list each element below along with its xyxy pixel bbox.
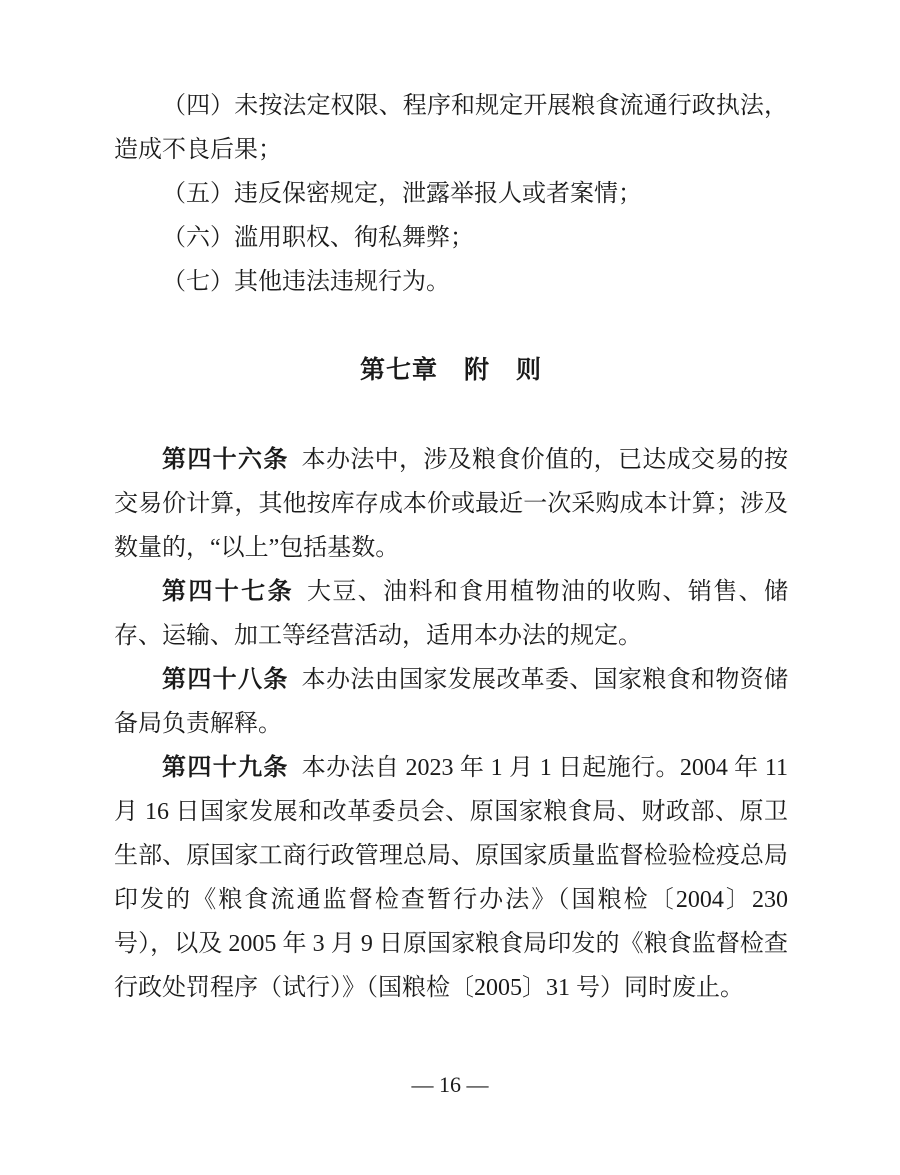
article-46-text: 本办法中，涉及粮食价值的，已达成交易的按交易价计算，其他按库存成本价或最近一次采购成本计算；涉及数量的，“以上”包括基数。 xyxy=(114,447,789,561)
article-49-text: 本办法自 2023 年 1 月 1 日起施行。2004 年 11 月 16 日国家发展和改革委员会、原国家粮食局、财政部、原卫生部、原国家工商行政管理总局、原国家质量监督检验检疫总局印发的《粮食流通监督检查暂行办法》（国粮检〔2004〕230 号），以及 2005 年 3 月 9 日原国家粮食局印发的《粮食监督检查行政处罚程序（试行）》（国粮检〔2005〕31 号）同时废止。 xyxy=(114,755,789,1001)
chapter-heading: 第七章 附 则 xyxy=(359,356,542,384)
article-48-text: 本办法由国家发展改革委、国家粮食和物资储备局负责解释。 xyxy=(114,667,789,737)
article-47-text: 大豆、油料和食用植物油的收购、销售、储存、运输、加工等经营活动，适用本办法的规定。 xyxy=(114,579,789,649)
page-number: — 16 — xyxy=(411,1072,489,1097)
clause-item-4: （四）未按法定权限、程序和规定开展粮食流通行政执法，造成不良后果； xyxy=(114,93,788,163)
clause-item-5: （五）违反保密规定，泄露举报人或者案情； xyxy=(162,181,642,207)
article-49-paragraph xyxy=(114,746,788,1010)
article-48-paragraph xyxy=(114,658,788,746)
clause-item-7: （七）其他违法违规行为。 xyxy=(162,269,450,295)
article-48-label: 第四十八条 xyxy=(162,666,289,693)
article-49-label: 第四十九条 xyxy=(162,754,289,781)
article-46-paragraph xyxy=(114,438,788,570)
clause-item-6: （六）滥用职权、徇私舞弊； xyxy=(162,225,474,251)
article-46-label: 第四十六条 xyxy=(162,446,289,473)
article-47-label: 第四十七条 xyxy=(162,578,294,605)
page-footer xyxy=(0,1070,900,1100)
document-body xyxy=(114,84,788,1010)
article-47-paragraph xyxy=(114,570,788,658)
